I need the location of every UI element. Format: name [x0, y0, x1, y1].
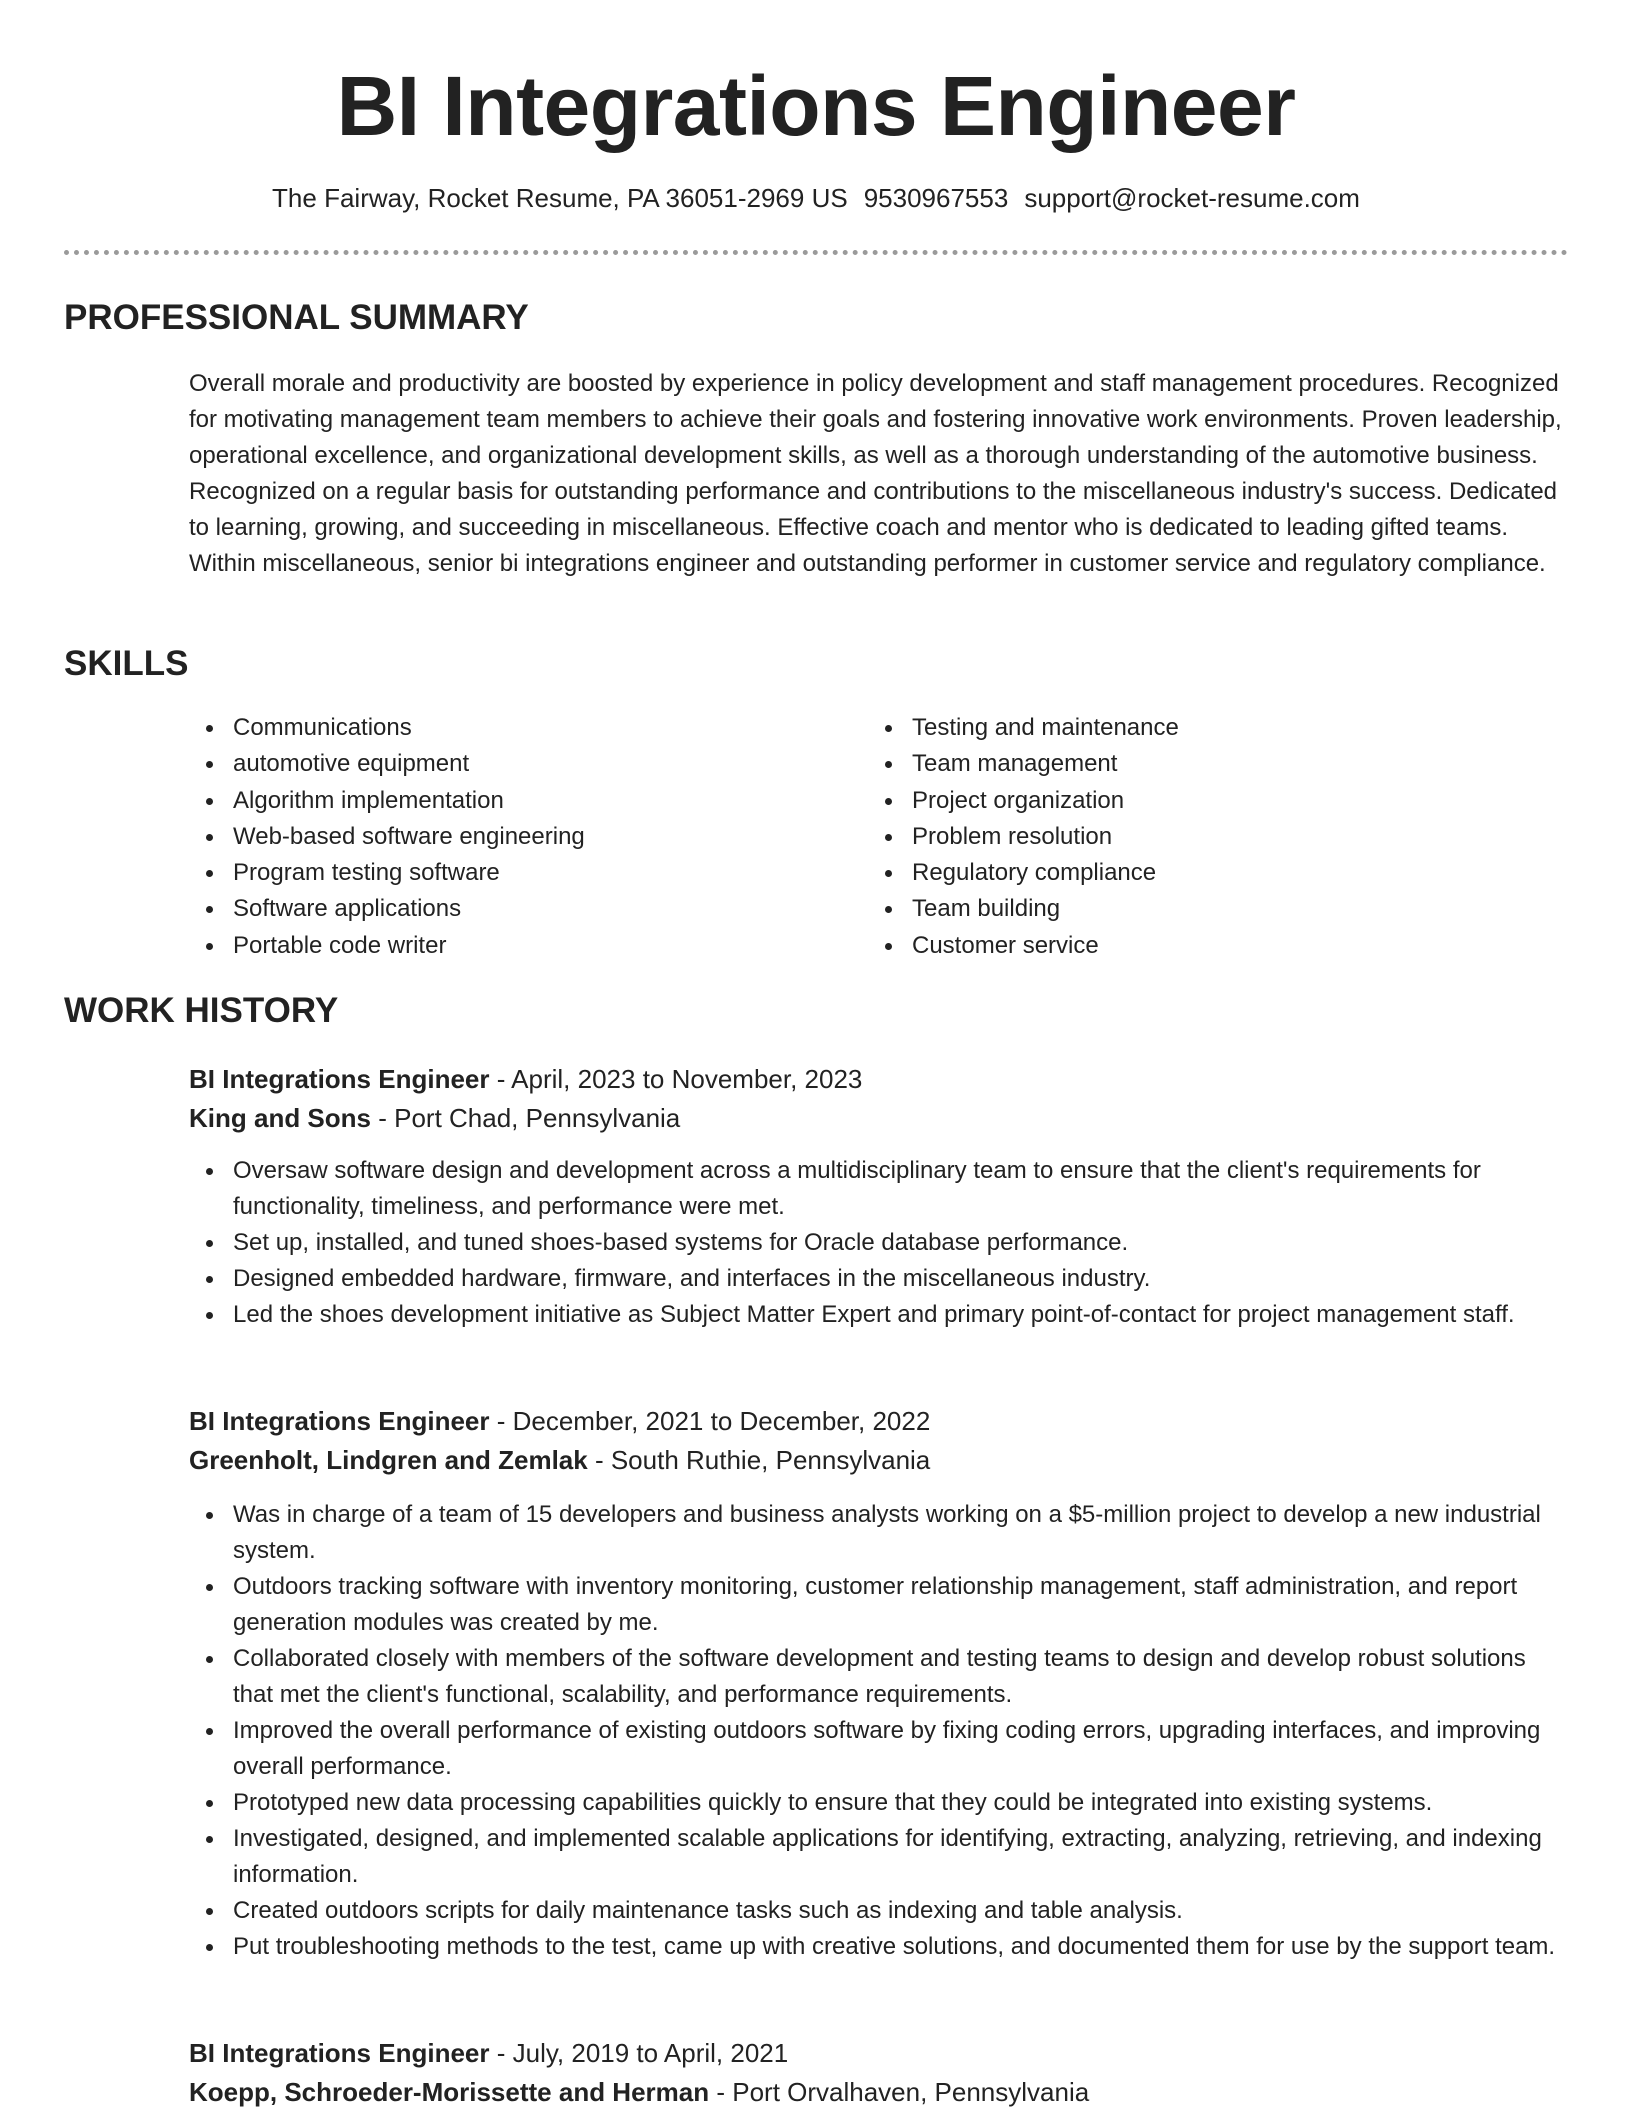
job-location: - Port Orvalhaven, Pennsylvania	[709, 2077, 1090, 2107]
section-heading-skills: SKILLS	[64, 644, 189, 683]
job-bullet: Prototyped new data processing capabilities quickly to ensure that they could be integrated into existing systems.	[189, 1785, 1569, 1821]
contact-phone: 9530967553	[863, 183, 1009, 213]
job-company: King and Sons	[189, 1103, 371, 1133]
job-company-line	[189, 1100, 680, 1136]
job-location: - South Ruthie, Pennsylvania	[587, 1445, 931, 1475]
candidate-name: BI Integrations Engineer	[336, 59, 1296, 153]
job-location: - Port Chad, Pennsylvania	[371, 1103, 681, 1133]
job-title: BI Integrations Engineer	[189, 2038, 490, 2068]
job-title: BI Integrations Engineer	[189, 1406, 490, 1436]
job-dates: - December, 2021 to December, 2022	[489, 1406, 931, 1436]
skill-item: Program testing software	[189, 855, 585, 891]
contact-line	[0, 180, 1632, 216]
job-bullets	[189, 1497, 1569, 1965]
skill-item: Web-based software engineering	[189, 819, 585, 855]
skill-item: Customer service	[868, 928, 1179, 964]
job-bullet: Improved the overall performance of existing outdoors software by fixing coding errors, upgrading interfaces, and improving overall performance.	[189, 1713, 1569, 1785]
skill-item: Regulatory compliance	[868, 855, 1179, 891]
job-dates: - July, 2019 to April, 2021	[489, 2038, 789, 2068]
job-bullet: Led the shoes development initiative as Subject Matter Expert and primary point-of-contact for project management staff.	[189, 1297, 1569, 1333]
job-bullet: Put troubleshooting methods to the test, came up with creative solutions, and documented them for use by the support team.	[189, 1929, 1569, 1965]
skill-item: automotive equipment	[189, 746, 585, 782]
job-company: Greenholt, Lindgren and Zemlak	[189, 1445, 588, 1475]
section-heading-summary: PROFESSIONAL SUMMARY	[64, 298, 529, 337]
skill-item: Team management	[868, 746, 1179, 782]
job-bullet: Outdoors tracking software with inventory monitoring, customer relationship management, staff administration, and report generation modules was created by me.	[189, 1569, 1569, 1641]
job-bullets	[189, 1153, 1569, 1333]
skill-item: Algorithm implementation	[189, 783, 585, 819]
job-bullet: Designed embedded hardware, firmware, and interfaces in the miscellaneous industry.	[189, 1261, 1569, 1297]
job-title-line	[189, 2035, 788, 2071]
skill-item: Testing and maintenance	[868, 710, 1179, 746]
job-dates: - April, 2023 to November, 2023	[489, 1064, 863, 1094]
job-title: BI Integrations Engineer	[189, 1064, 490, 1094]
job-company-line	[189, 1442, 930, 1478]
job-company: Koepp, Schroeder-Morissette and Herman	[189, 2077, 710, 2107]
skill-item: Portable code writer	[189, 928, 585, 964]
skill-item: Team building	[868, 891, 1179, 927]
contact-address: The Fairway, Rocket Resume, PA 36051-2969 US	[272, 183, 848, 213]
job-company-line	[189, 2074, 1089, 2110]
skill-item: Problem resolution	[868, 819, 1179, 855]
job-bullet: Set up, installed, and tuned shoes-based systems for Oracle database performance.	[189, 1225, 1569, 1261]
job-bullet: Created outdoors scripts for daily maintenance tasks such as indexing and table analysis.	[189, 1893, 1569, 1929]
skills-list-right	[868, 710, 1179, 964]
job-title-line	[189, 1061, 862, 1097]
skill-item: Communications	[189, 710, 585, 746]
section-heading-work-history: WORK HISTORY	[64, 991, 339, 1030]
summary-text: Overall morale and productivity are boosted by experience in policy development and staff management procedures. Recognized for motivating management team members to achieve their goals and fostering innovative work environments. Proven leadership, operational excellence, and organizational development skills, as well as a thorough understanding of the automotive business. Recognized on a regular basis for outstanding performance and contributions to the miscellaneous industry's success. Dedicated to learning, growing, and succeeding in miscellaneous. Effective coach and mentor who is dedicated to leading gifted teams. Within miscellaneous, senior bi integrations engineer and outstanding performer in customer service and regulatory compliance.	[189, 370, 1562, 577]
header-divider	[64, 250, 1568, 255]
skill-item: Project organization	[868, 783, 1179, 819]
job-bullet: Oversaw software design and development across a multidisciplinary team to ensure that the client's requirements for functionality, timeliness, and performance were met.	[189, 1153, 1569, 1225]
job-title-line	[189, 1403, 930, 1439]
contact-email: support@rocket-resume.com	[1024, 183, 1360, 213]
job-bullet: Collaborated closely with members of the software development and testing teams to design and develop robust solutions that met the client's functional, scalability, and performance requirements.	[189, 1641, 1569, 1713]
skill-item: Software applications	[189, 891, 585, 927]
job-bullet: Was in charge of a team of 15 developers and business analysts working on a $5-million project to develop a new industrial system.	[189, 1497, 1569, 1569]
skills-list-left	[189, 710, 585, 964]
job-bullet: Investigated, designed, and implemented scalable applications for identifying, extracting, analyzing, retrieving, and indexing information.	[189, 1821, 1569, 1893]
